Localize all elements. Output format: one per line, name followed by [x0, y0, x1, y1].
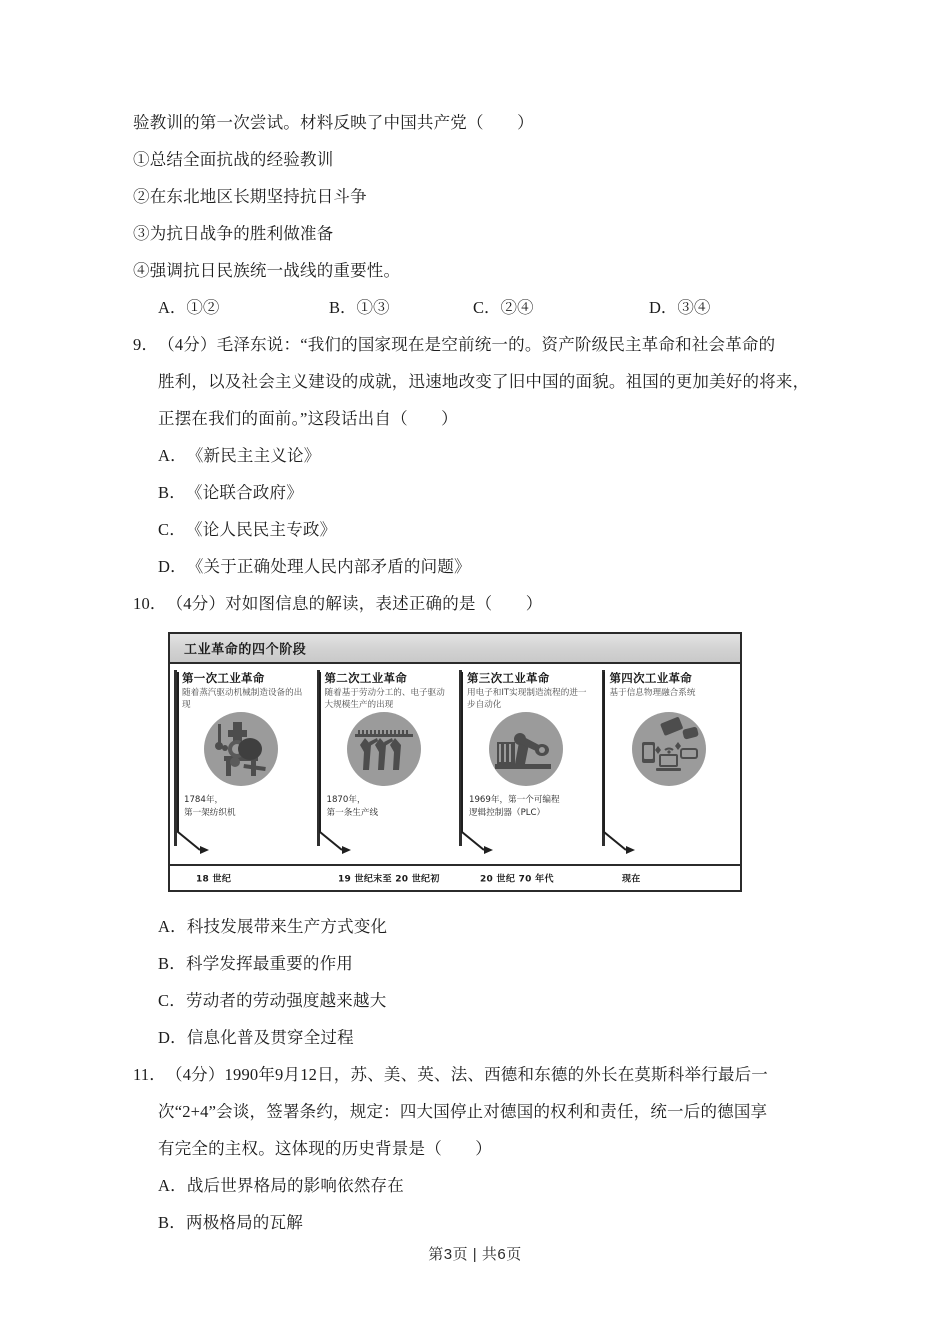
q11-stem-line-3: 有完全的主权。这体现的历史背景是（ ） [158, 1139, 492, 1158]
q9-stem-line-3: 正摆在我们的面前。”这段话出自（ ） [158, 409, 458, 428]
q10-option-a-letter: A． [158, 917, 187, 936]
column-rule [317, 670, 320, 846]
figure-column-fourth-revolution [598, 664, 741, 854]
timeline-label-1: 18 世纪 [196, 874, 232, 885]
q9-option-b-letter: B． [158, 483, 186, 502]
column-rule [459, 670, 462, 846]
q8-statement-1: ①总结全面抗战的经验教训 [133, 150, 334, 169]
figure-column-second-revolution [313, 664, 456, 854]
q9-option-a[interactable] [133, 437, 833, 474]
figure-column-first-revolution [170, 664, 313, 854]
q10-option-b-text: 科学发挥最重要的作用 [186, 954, 353, 973]
q8-statement-3: ③为抗日战争的胜利做准备 [133, 224, 334, 243]
figure-title: 工业革命的四个阶段 [184, 642, 307, 658]
column-title: 第四次工业革命 [609, 671, 693, 685]
column-note [184, 794, 314, 820]
q10-option-a[interactable] [133, 908, 833, 945]
industrial-revolution-figure [168, 632, 742, 892]
q9-option-d-letter: D． [158, 557, 187, 576]
column-note-line-2: 第一架纺织机 [184, 808, 236, 818]
q11-option-a-text: 战后世界格局的影响依然存在 [186, 1176, 404, 1195]
column-description: 随着基于劳动分工的、电子驱动大规模生产的出现 [324, 688, 445, 710]
q9-option-d-text: 《关于正确处理人民内部矛盾的问题》 [186, 557, 471, 576]
q9-number: 9． [133, 335, 159, 354]
q9-option-b-text: 《论联合政府》 [186, 483, 303, 502]
q9-option-a-letter: A． [158, 446, 187, 465]
question-body-column [133, 104, 833, 622]
q11-option-a-letter: A． [158, 1176, 187, 1195]
column-note-line-2: 第一条生产线 [326, 808, 379, 818]
column-note-line-1: 1870年， [326, 795, 366, 805]
column-note [469, 794, 599, 820]
connected-devices-icon [632, 712, 706, 786]
column-description: 基于信息物理融合系统 [609, 688, 696, 698]
question-body-column-lower [133, 908, 833, 1241]
q9-stem-line-2: 胜利，以及社会主义建设的成就，迅速地改变了旧中国的面貌。祖国的更加美好的将来， [158, 372, 810, 391]
q9-option-c-text: 《论人民民主专政》 [186, 520, 337, 539]
column-rule [174, 670, 177, 846]
column-title: 第二次工业革命 [324, 671, 408, 685]
q9-option-a-text: 《新民主主义论》 [186, 446, 321, 465]
q11-option-b[interactable] [133, 1204, 833, 1241]
q10-option-d-letter: D． [158, 1028, 187, 1047]
column-description: 随着蒸汽驱动机械制造设备的出现 [182, 688, 303, 710]
q8-statement-2: ②在东北地区长期坚持抗日斗争 [133, 187, 367, 206]
q10-option-b-letter: B． [158, 954, 186, 973]
figure-header [170, 634, 740, 664]
column-note-line-1: 1784年， [184, 795, 224, 805]
q8-options-row [133, 289, 833, 326]
q10-option-c[interactable] [133, 982, 833, 1019]
column-note-line-1: 1969年，第一个可编程 [469, 795, 560, 805]
q11-option-b-text: 两极格局的瓦解 [186, 1213, 303, 1232]
timeline-label-3: 20 世纪 70 年代 [480, 874, 554, 885]
q11-number: 11． [133, 1065, 166, 1084]
q11-option-b-letter: B． [158, 1213, 186, 1232]
q9-option-b[interactable] [133, 474, 833, 511]
assembly-line-workers-icon [347, 712, 421, 786]
column-title: 第一次工业革命 [182, 671, 265, 685]
q10-number: 10． [133, 594, 167, 613]
q10-option-d-text: 信息化普及贯穿全过程 [186, 1028, 354, 1047]
robot-arm-icon [489, 712, 563, 786]
q9-option-d[interactable] [133, 548, 833, 585]
loom-machine-icon [204, 712, 278, 786]
q10-option-a-text: 科技发展带来生产方式变化 [186, 917, 388, 936]
q9-option-c[interactable] [133, 511, 833, 548]
timeline-label-4: 现在 [622, 874, 641, 885]
q8-option-d[interactable]: D．③④ [649, 298, 711, 317]
q10-option-c-letter: C． [158, 991, 186, 1010]
column-note [327, 794, 457, 820]
q8-stem-tail: 验教训的第一次尝试。材料反映了中国共产党（ ） [133, 113, 534, 132]
page-footer: 第3页 | 共6页 [428, 1246, 522, 1263]
q11-stem-line-2: 次“2+4”会谈，签署条约，规定：四大国停止对德国的权利和责任，统一后的德国享 [158, 1102, 768, 1121]
column-rule [602, 670, 605, 846]
timeline-label-2: 19 世纪末至 20 世纪初 [338, 874, 440, 885]
q8-option-b[interactable]: B．①③ [329, 298, 390, 317]
q11-stem-text-1: （4分）1990年9月12日，苏、美、英、法、西德和东德的外长在莫斯科举行最后一 [166, 1065, 768, 1084]
figure-timeline [170, 864, 740, 890]
q9-option-c-letter: C． [158, 520, 186, 539]
figure-column-third-revolution [455, 664, 598, 854]
q11-option-a[interactable] [133, 1167, 833, 1204]
q10-option-d[interactable] [133, 1019, 833, 1056]
q10-stem-text: （4分）对如图信息的解读，表述正确的是（ ） [166, 594, 543, 613]
q9-stem-text-1: （4分）毛泽东说：“我们的国家现在是空前统一的。资产阶级民主革命和社会革命的 [158, 335, 776, 354]
column-title: 第三次工业革命 [467, 671, 550, 685]
q8-option-a[interactable]: A．①② [158, 298, 220, 317]
q8-statement-4: ④强调抗日民族统一战线的重要性。 [133, 261, 401, 280]
q10-stem-line [133, 585, 833, 622]
q8-option-c[interactable]: C．②④ [473, 298, 534, 317]
figure-columns [170, 664, 740, 854]
q10-option-b[interactable] [133, 945, 833, 982]
column-note-line-2: 逻辑控制器（PLC） [469, 808, 546, 818]
q11-stem-line-1 [133, 1056, 833, 1093]
q10-option-c-text: 劳动者的劳动强度越来越大 [186, 991, 387, 1010]
column-description: 用电子和IT实现制造流程的进一步自动化 [467, 688, 587, 710]
q9-stem-line-1 [133, 326, 833, 363]
